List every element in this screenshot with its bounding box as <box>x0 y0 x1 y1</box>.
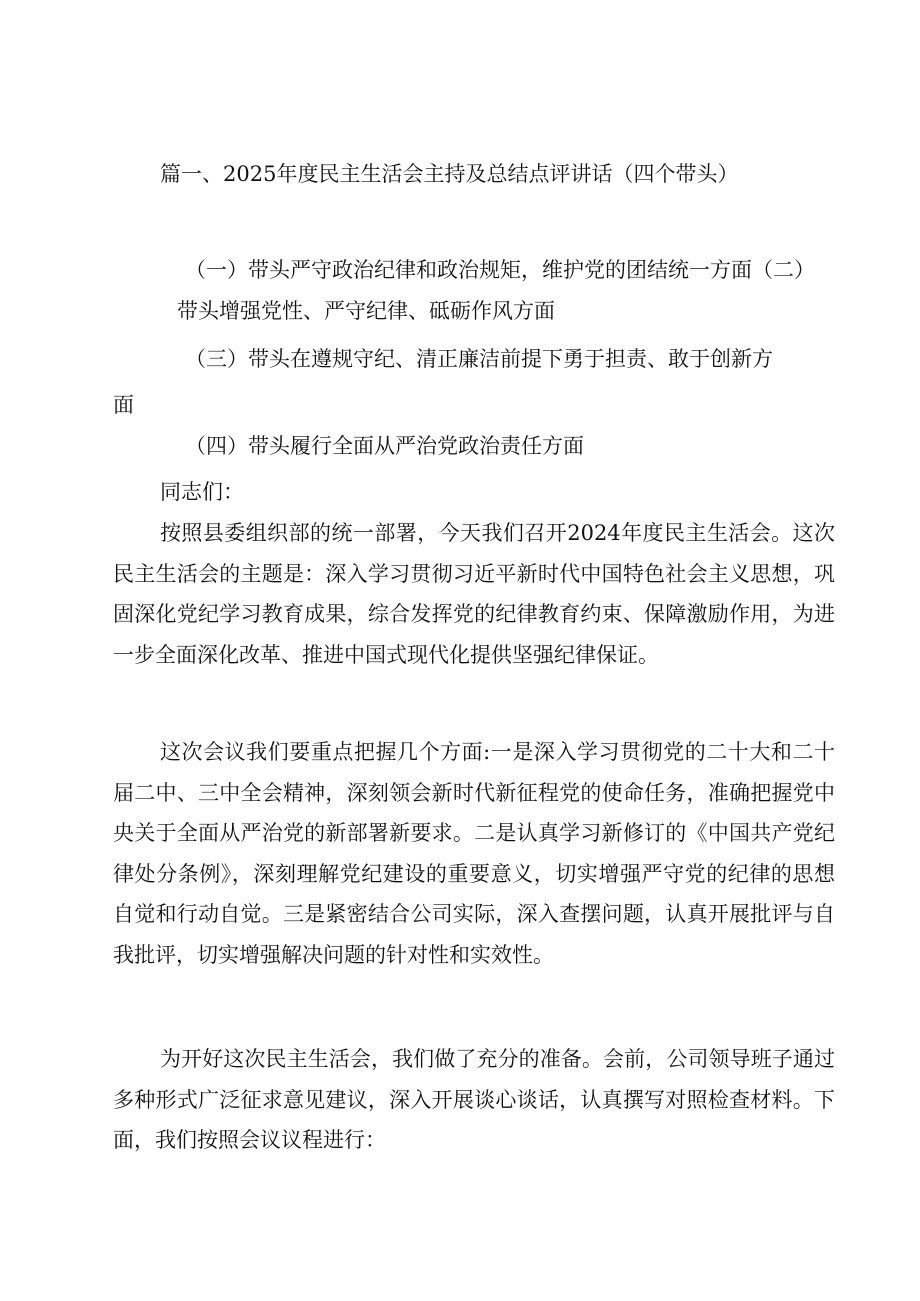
heading-2: 带头增强党性、严守纪律、砥砺作风方面 <box>177 299 555 323</box>
paragraph-2: 这次会议我们要重点把握几个方面:一是深入学习贯彻党的二十大和二十届二中、三中全会精神，深刻领会新时代新征程党的使命任务，准确把握党中央关于全面从严治党的新部署新要求。二是认真学习新修订的《中国共产党纪律处分条例》，深刻理解党纪建设的重要意义，切实增强严守党的纪律的思想自觉和行动自觉。三是紧密结合公司实际，深入查摆问题，认真开展批评与自我批评，切实增强解决问题的针对性和实效性。 <box>113 740 835 967</box>
heading-3-continuation: 面 <box>113 393 134 417</box>
heading-4: （四）带头履行全面从严治党政治责任方面 <box>185 434 584 458</box>
heading-1: （一）带头严守政治纪律和政治规矩，维护党的团结统一方面（二） <box>185 258 815 282</box>
document-title: 篇一、2025年度民主生活会主持及总结点评讲话（四个带头） <box>160 162 739 186</box>
paragraph-3: 为开好这次民主生活会，我们做了充分的准备。会前，公司领导班子通过多种形式广泛征求意见建议，深入开展谈心谈话，认真撰写对照检查材料。下面，我们按照会议议程进行： <box>113 1047 835 1152</box>
heading-3: （三）带头在遵规守纪、清正廉洁前提下勇于担责、敢于创新方 <box>185 347 773 371</box>
salutation: 同志们： <box>160 480 244 504</box>
paragraph-1: 按照县委组织部的统一部署，今天我们召开2024年度民主生活会。这次民主生活会的主题是：深入学习贯彻习近平新时代中国特色社会主义思想，巩固深化党纪学习教育成果，综合发挥党的纪律教育约束、保障激励作用，为进一步全面深化改革、推进中国式现代化提供坚强纪律保证。 <box>113 521 835 667</box>
